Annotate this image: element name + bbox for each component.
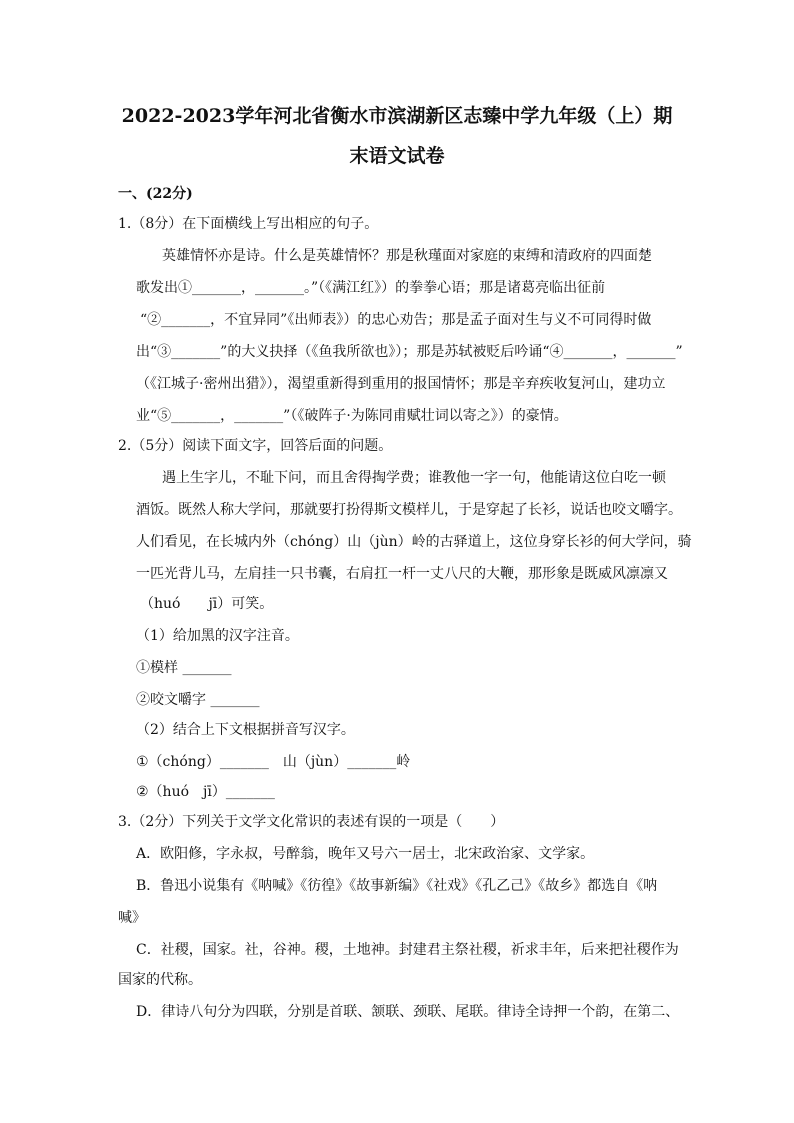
- question-2-text-line-3: 人们看见，在长城内外（chóng）山（jùn）岭的古驿道上，这位身穿长衫的何大学问，骑: [136, 534, 692, 550]
- question-2-subquestion-2: （2）结合上下文根据拼音写汉字。: [136, 722, 355, 738]
- exam-title-line-2: 末语文试卷: [349, 145, 445, 167]
- question-1-text-line-3: “②_______，不宜异同”《出师表》）的忠心劝告；那是孟子面对生与义不可同得时做: [140, 312, 652, 328]
- question-2-text-line-4: 一匹光背儿马，左肩挂一只书囊，右肩扛一杆一丈八尺的大鞭，那形象是既威风凛凛又: [136, 566, 668, 582]
- question-3-option-a: A．欧阳修，字永叔，号醉翁，晚年又号六一居士，北宋政治家、文学家。: [136, 846, 595, 862]
- question-3-option-c-line-2: 国家的代称。: [118, 972, 202, 988]
- question-3-option-b-line-1: B．鲁迅小说集有《呐喊》《彷徨》《故事新编》《社戏》《孔乙己》《故乡》都选自《呐: [136, 878, 658, 894]
- question-1-text-line-4: 出“③_______”的大义抉择（《鱼我所欲也》）；那是苏轼被贬后吟诵“④_______，_______”: [136, 344, 683, 360]
- question-1-header: 1.（8分）在下面横线上写出相应的句子。: [118, 216, 379, 232]
- question-2-item-1: ①模样 _______: [136, 660, 232, 676]
- exam-title-line-1: 2022-2023学年河北省衡水市滨湖新区志臻中学九年级（上）期: [121, 105, 673, 127]
- question-3-option-c-line-1: C．社稷，国家。社，谷神。稷，土地神。封建君主祭社稷，祈求丰年，后来把社稷作为: [136, 942, 679, 958]
- question-2-item-4: ②（huó jī）_______: [136, 784, 275, 800]
- question-1-text-line-1: 英雄情怀亦是诗。什么是英雄情怀？那是秋瑾面对家庭的束缚和清政府的四面楚: [162, 248, 652, 264]
- question-2-header: 2.（5分）阅读下面文字，回答后面的问题。: [118, 438, 393, 454]
- question-2-subquestion-1: （1）给加黑的汉字注音。: [136, 628, 299, 644]
- question-3-option-d-line-1: D．律诗八句分为四联，分别是首联、颔联、颈联、尾联。律诗全诗押一个韵，在第二、: [136, 1004, 680, 1020]
- section-heading: 一、(22分): [118, 186, 193, 202]
- question-2-text-line-5: （huó jī）可笑。: [140, 596, 274, 612]
- question-3-header: 3.（2分）下列关于文学文化常识的表述有误的一项是（ ）: [118, 814, 505, 830]
- question-2-text-line-1: 遇上生字儿，不耻下问，而且舍得掏学费；谁教他一字一句，他能请这位白吃一顿: [162, 470, 666, 486]
- question-2-item-3: ①（chóng）_______ 山（jùn）_______岭: [136, 754, 411, 770]
- question-2-text-line-2: 酒饭。既然人称大学问，那就要打扮得斯文模样儿，于是穿起了长衫，说话也咬文嚼字。: [136, 502, 682, 518]
- question-1-text-line-6: 业“⑤_______，_______”（《破阵子·为陈同甫赋壮词以寄之》）的豪情。: [136, 408, 568, 424]
- question-3-option-b-line-2: 喊》: [118, 910, 146, 926]
- question-2-item-2: ②咬文嚼字 _______: [136, 692, 260, 708]
- question-1-text-line-5: （《江城子·密州出猎》），渴望重新得到重用的报国情怀；那是辛弃疾收复河山，建功立: [136, 376, 666, 392]
- question-1-text-line-2: 歌发出①_______，_______。”（《满江红》）的拳拳心语；那是诸葛亮临出征前: [136, 280, 606, 296]
